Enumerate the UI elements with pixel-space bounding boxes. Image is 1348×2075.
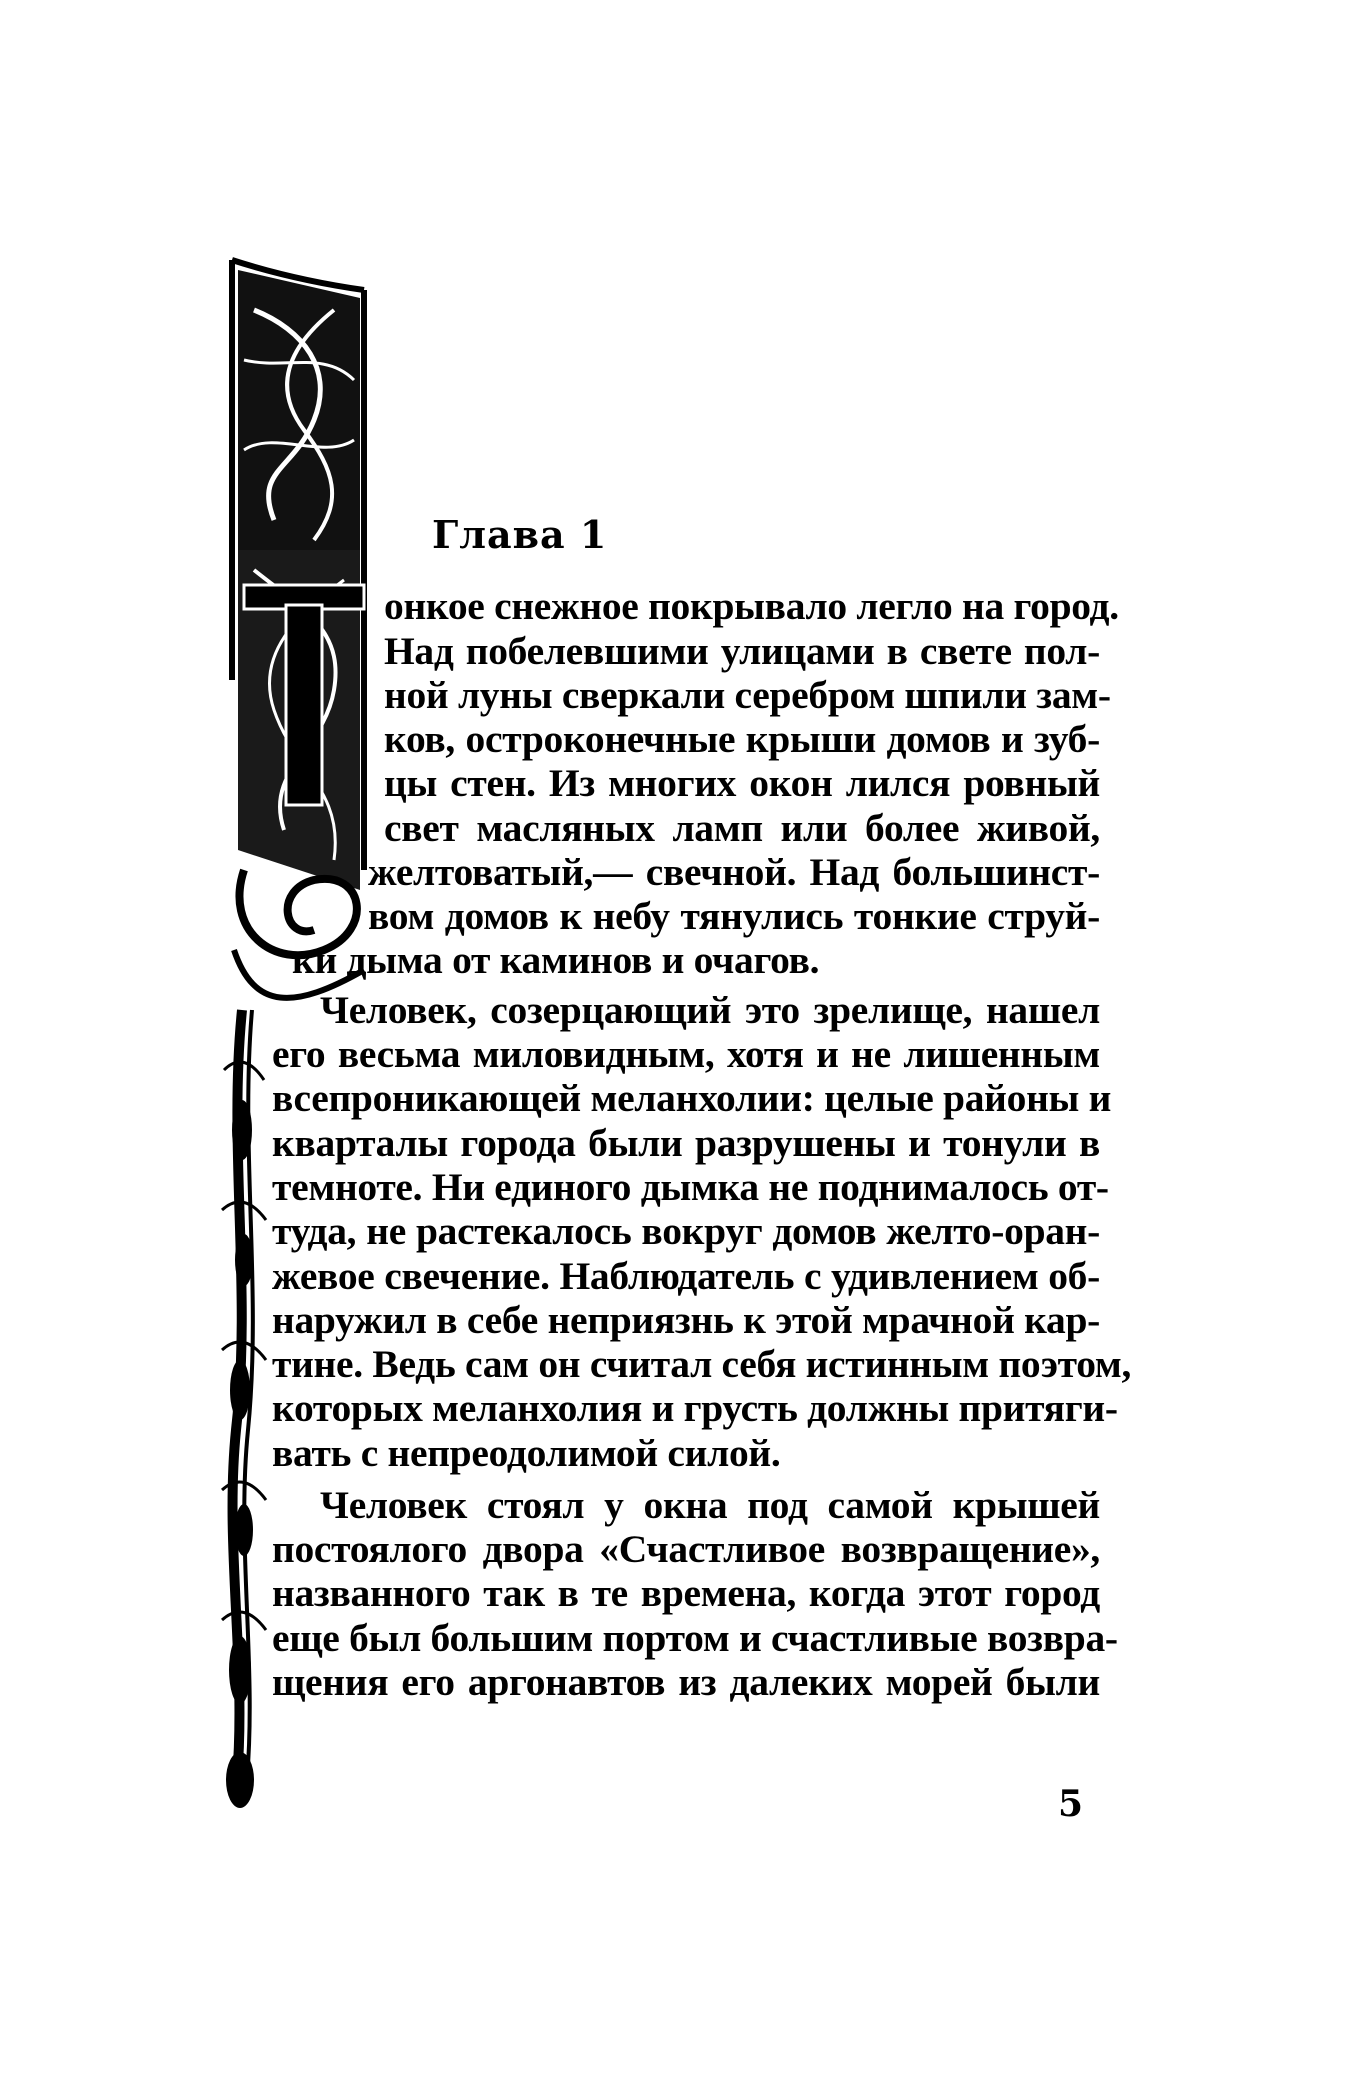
- text-line: которых меланхолия и грусть должны притяги-: [272, 1386, 1118, 1430]
- text-line: еще был большим портом и счастливые возвра-: [272, 1616, 1118, 1660]
- text-line: вать с непреодолимой силой.: [272, 1431, 781, 1475]
- text-line: постоялого двора «Счастливое возвращение»,: [272, 1527, 1100, 1571]
- page-number: 5: [1058, 1783, 1084, 1825]
- text-line: онкое снежное покрывало легло на город.: [384, 584, 1119, 628]
- text-line: вом домов к небу тянулись тонкие струй-: [368, 894, 1100, 938]
- text-line: наружил в себе неприязнь к этой мрачной кар-: [272, 1298, 1100, 1342]
- text-line: Человек стоял у окна под самой крышей: [320, 1483, 1100, 1527]
- text-line: его весьма миловидным, хотя и не лишенным: [272, 1032, 1100, 1076]
- chapter-title: Глава 1: [432, 512, 608, 557]
- text-line: желтоватый,— свечной. Над большинст-: [368, 850, 1100, 894]
- text-line: Человек, созерцающий это зрелище, нашел: [320, 988, 1100, 1032]
- text-line: цы стен. Из многих окон лился ровный: [384, 761, 1100, 805]
- text-line: жевое свечение. Наблюдатель с удивлением об-: [272, 1254, 1100, 1298]
- text-line: свет масляных ламп или более живой,: [384, 806, 1100, 850]
- text-line: названного так в те времена, когда этот город: [272, 1571, 1100, 1615]
- text-line: всепроникающей меланхолии: целые районы и: [272, 1076, 1112, 1120]
- text-line: ки дыма от каминов и очагов.: [292, 938, 820, 982]
- text-line: темноте. Ни единого дымка не поднималось от-: [272, 1165, 1109, 1209]
- text-line: Над побелевшими улицами в свете пол-: [384, 629, 1100, 673]
- text-line: туда, не растекалось вокруг домов желто-оран-: [272, 1209, 1100, 1253]
- text-line: ков, остроконечные крыши домов и зуб-: [384, 717, 1100, 761]
- text-line: тине. Ведь сам он считал себя истинным поэтом,: [272, 1342, 1132, 1386]
- text-line: ной луны сверкали серебром шпили зам-: [384, 673, 1111, 717]
- text-line: щения его аргонавтов из далеких морей были: [272, 1660, 1100, 1704]
- text-line: кварталы города были разрушены и тонули в: [272, 1121, 1100, 1165]
